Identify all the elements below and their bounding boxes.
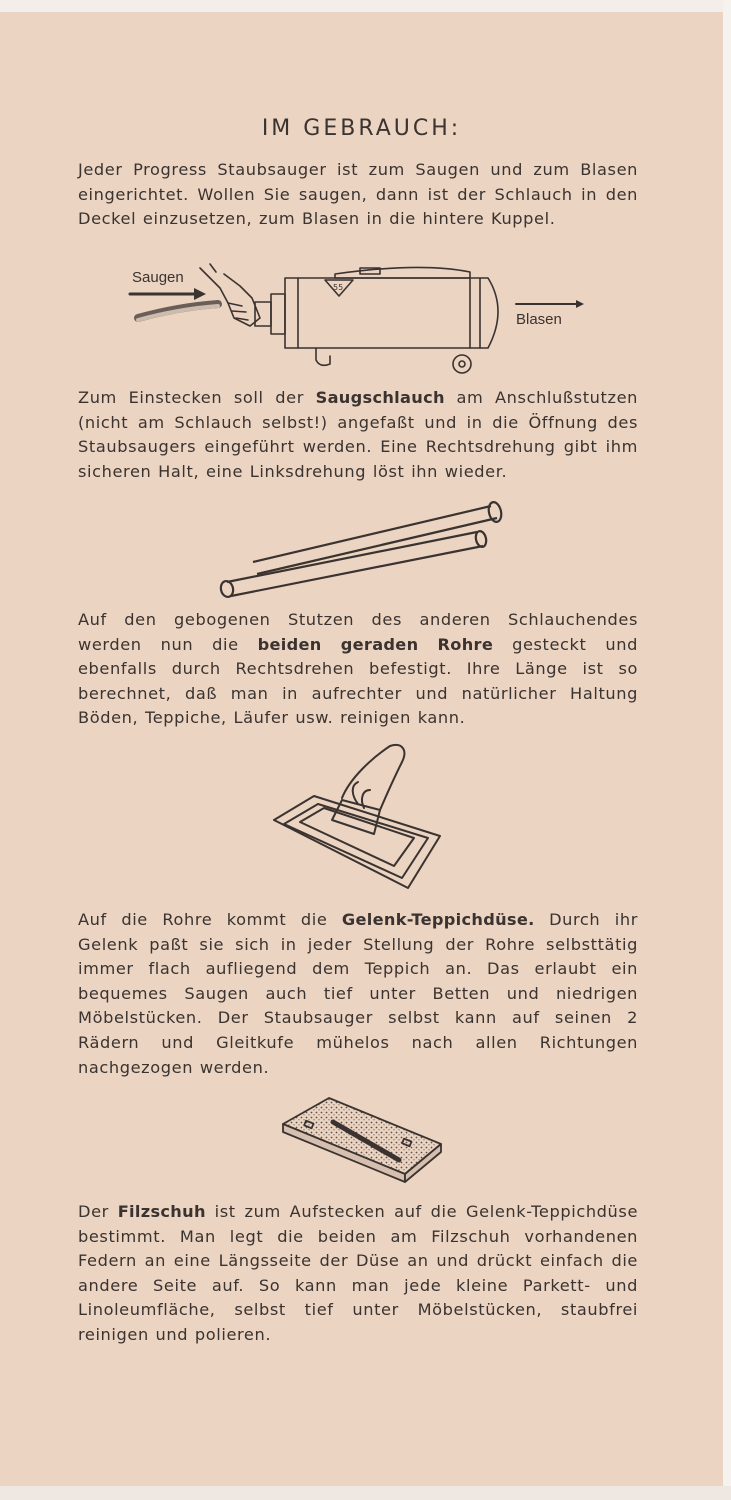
paragraph-text: Auf die Rohre kommt die [78,910,342,929]
paragraph-felt-shoe [78,1200,638,1348]
term-rohre: beiden geraden Rohre [257,634,494,654]
paragraph-nozzle [78,908,638,1080]
paragraph-text: ist zum Aufstecken auf die Gelenk-Teppichdüse bestimmt. Man legt die beiden am Filzschuh vorhandenen Federn an eine Längsseite der Düse an und drückt einfach die andere Seite auf. So kann man jede kleine Parkett- und Linoleumfläche, selbst tief unter Möbelstücken, staubfrei reinigen und polieren. [78,1202,639,1344]
paragraph-text: Zum Einstecken soll der [78,388,316,407]
label-blasen: Blasen [516,311,562,328]
label-saugen: Saugen [132,269,184,286]
paragraph-usage [78,158,638,232]
vacuum-emblem: 55 [333,283,344,292]
tubes-illustration [215,492,515,602]
leaflet-page [0,12,723,1486]
scan-edge-right [723,0,731,1500]
paragraph-text: Durch ihr Gelenk paßt sie sich in jeder Stellung der Rohre selbsttätig immer flach aufliegend dem Teppich an. Das erlaubt ein bequemes Saugen auch tief unter Betten und niedrigen Möbelstücken. Der Staubsauger selbst kann auf seinen 2 Rädern und Gleitkufe mühelos nach allen Richtungen nachgezogen werden. [78,910,638,1077]
page-title: IM GEBRAUCH: [261,116,462,141]
term-teppichduese: Gelenk-Teppichdüse. [341,910,535,929]
paragraph-text: gesteckt und ebenfalls durch Rechtsdrehen befestigt. Ihre Länge ist so berechnet, daß man in aufrechter und natürlicher Haltung Böden, Teppiche, Läufer usw. reinigen kann. [78,634,638,728]
felt-shoe-illustration [275,1086,450,1181]
paragraph-text: Auf den gebogenen Stutzen des anderen Schlauchendes werden nun die [78,610,638,654]
scan-edge-top [0,0,731,12]
paragraph-tubes [78,608,638,731]
paragraph-text: am Anschlußstutzen (nicht am Schlauch selbst!) angefaßt und in die Öffnung des Staubsaugers eingeführt werden. Eine Rechtsdrehung gibt ihm sicheren Halt, eine Linksdrehung löst ihn wieder. [78,388,638,481]
term-filzschuh: Filzschuh [117,1202,206,1221]
vacuum-cleaner-illustration [120,248,590,383]
scan-edge-bottom [0,1486,731,1500]
paragraph-hose [78,386,638,484]
paragraph-text: Jeder Progress Staubsauger ist zum Saugen und zum Blasen eingerichtet. Wollen Sie saugen, dann ist der Schlauch in den Deckel einzusetzen, zum Blasen in die hintere Kuppel. [78,160,638,229]
term-saugschlauch: Saugschlauch [315,388,445,407]
carpet-nozzle-illustration [262,738,452,898]
paragraph-text: Der [78,1202,118,1221]
